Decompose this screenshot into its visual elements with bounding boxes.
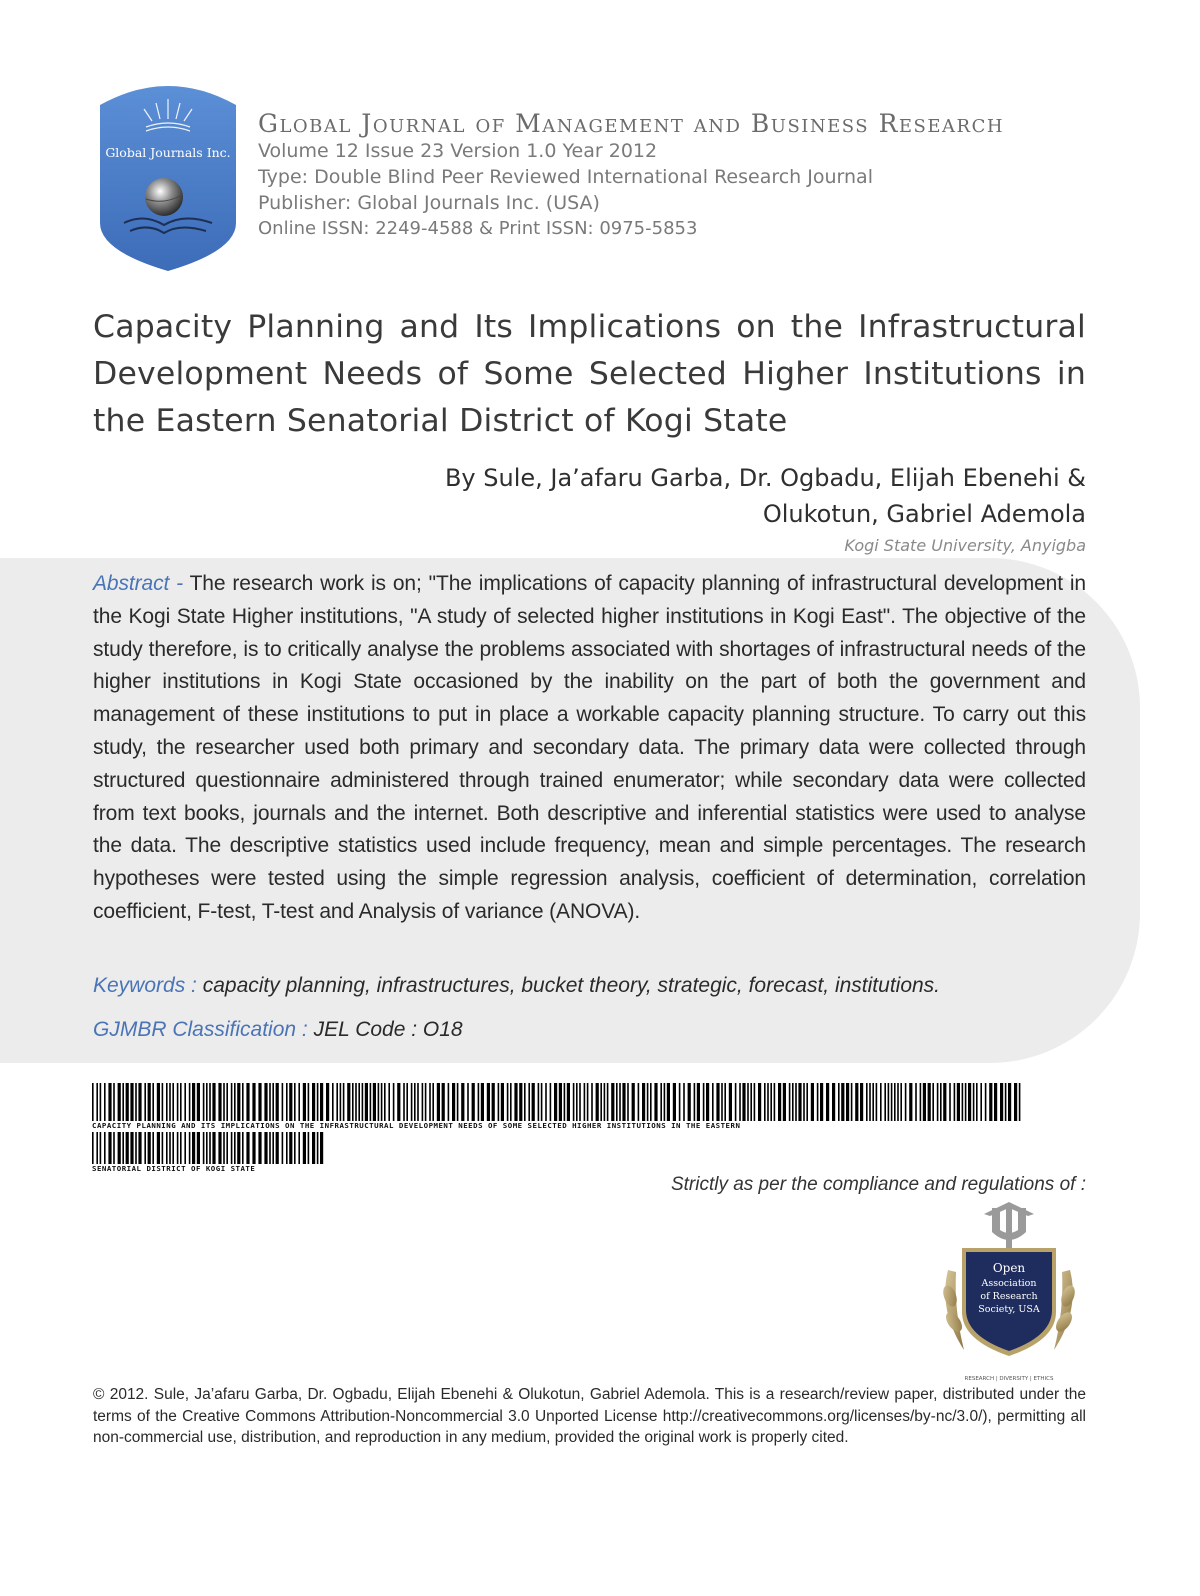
- abstract: [93, 568, 1086, 929]
- abstract-label: Abstract -: [93, 572, 184, 595]
- affiliation: Kogi State University, Anyigba: [844, 536, 1086, 555]
- license-notice: © 2012. Sule, Ja’afaru Garba, Dr. Ogbadu, Elijah Ebenehi & Olukotun, Gabriel Ademola. This is a research/review paper, distributed under the terms of the Creative Commons Attribution-Noncommercial 3.0 Unported License http://creativecommons.org/licenses/by-nc/3.0/), permitting all non-commercial use, distribution, and reproduction in any medium, provided the original work is properly cited.: [93, 1386, 1086, 1446]
- publisher: Publisher: Global Journals Inc. (USA): [258, 192, 600, 214]
- keywords-text: capacity planning, infrastructures, bucket theory, strategic, forecast, institutions.: [202, 974, 941, 997]
- issn: Online ISSN: 2249-4588 & Print ISSN: 0975-5853: [258, 218, 698, 239]
- article-title: Capacity Planning and Its Implications on the Infrastructural Development Needs of Some Selected Higher Institutions in the Eastern Senatorial District of Kogi State: [93, 309, 1086, 439]
- journal-type: Type: Double Blind Peer Reviewed International Research Journal: [258, 166, 873, 188]
- classification: [93, 1018, 1086, 1042]
- seal-text-1: Open: [992, 1261, 1026, 1275]
- global-journals-logo: [94, 73, 242, 273]
- keywords-label: Keywords :: [93, 974, 197, 997]
- authors: [366, 460, 1086, 532]
- authors-line-2: Olukotun, Gabriel Ademola: [762, 500, 1086, 528]
- classification-text: JEL Code : O18: [313, 1018, 463, 1041]
- classification-label: GJMBR Classification :: [93, 1018, 308, 1041]
- oars-seal-logo: [934, 1200, 1084, 1385]
- seal-motto: RESEARCH | DIVERSITY | ETHICS: [964, 1376, 1054, 1382]
- barcode-caption-2: SENATORIAL DISTRICT OF KOGI STATE: [92, 1164, 256, 1173]
- authors-line-1: By Sule, Ja’afaru Garba, Dr. Ogbadu, Elijah Ebenehi &: [444, 464, 1086, 492]
- journal-name: Global Journal of Management and Business Research: [258, 109, 1005, 138]
- logo-text: Global Journals Inc.: [105, 145, 231, 160]
- seal-text-3: of Research: [980, 1291, 1038, 1302]
- barcode: [92, 1083, 1022, 1121]
- barcode-continued: [92, 1132, 324, 1164]
- keywords: [93, 974, 1086, 998]
- journal-header: [258, 110, 1004, 242]
- barcode-caption-1: CAPACITY PLANNING AND ITS IMPLICATIONS ON THE INFRASTRUCTURAL DEVELOPMENT NEEDS OF SOME SELECTED HIGHER INSTITUTIONS IN THE EASTERN: [92, 1121, 741, 1130]
- compliance-note: Strictly as per the compliance and regulations of :: [670, 1174, 1086, 1195]
- seal-text-4: Society, USA: [978, 1304, 1040, 1315]
- volume-info: Volume 12 Issue 23 Version 1.0 Year 2012: [258, 140, 658, 162]
- seal-text-2: Association: [981, 1278, 1037, 1289]
- abstract-text: The research work is on; "The implications of capacity planning of infrastructural development in the Kogi State Higher institutions, "A study of selected higher institutions in Kogi East". The objective of the study therefore, is to critically analyse the problems associated with shortages of infrastructural needs of the higher institutions in Kogi State occasioned by the inability on the part of both the government and management of these institutions to put in place a workable capacity planning structure. To carry out this study, the researcher used both primary and secondary data. The primary data were collected through structured questionnaire administered through trained enumerator; while secondary data were collected from text books, journals and the internet. Both descriptive and inferential statistics were used to analyse the data. The descriptive statistics used include frequency, mean and simple percentages. The research hypotheses were tested using the simple regression analysis, coefficient of determination, correlation coefficient, F-test, T-test and Analysis of variance (ANOVA).: [93, 572, 1087, 923]
